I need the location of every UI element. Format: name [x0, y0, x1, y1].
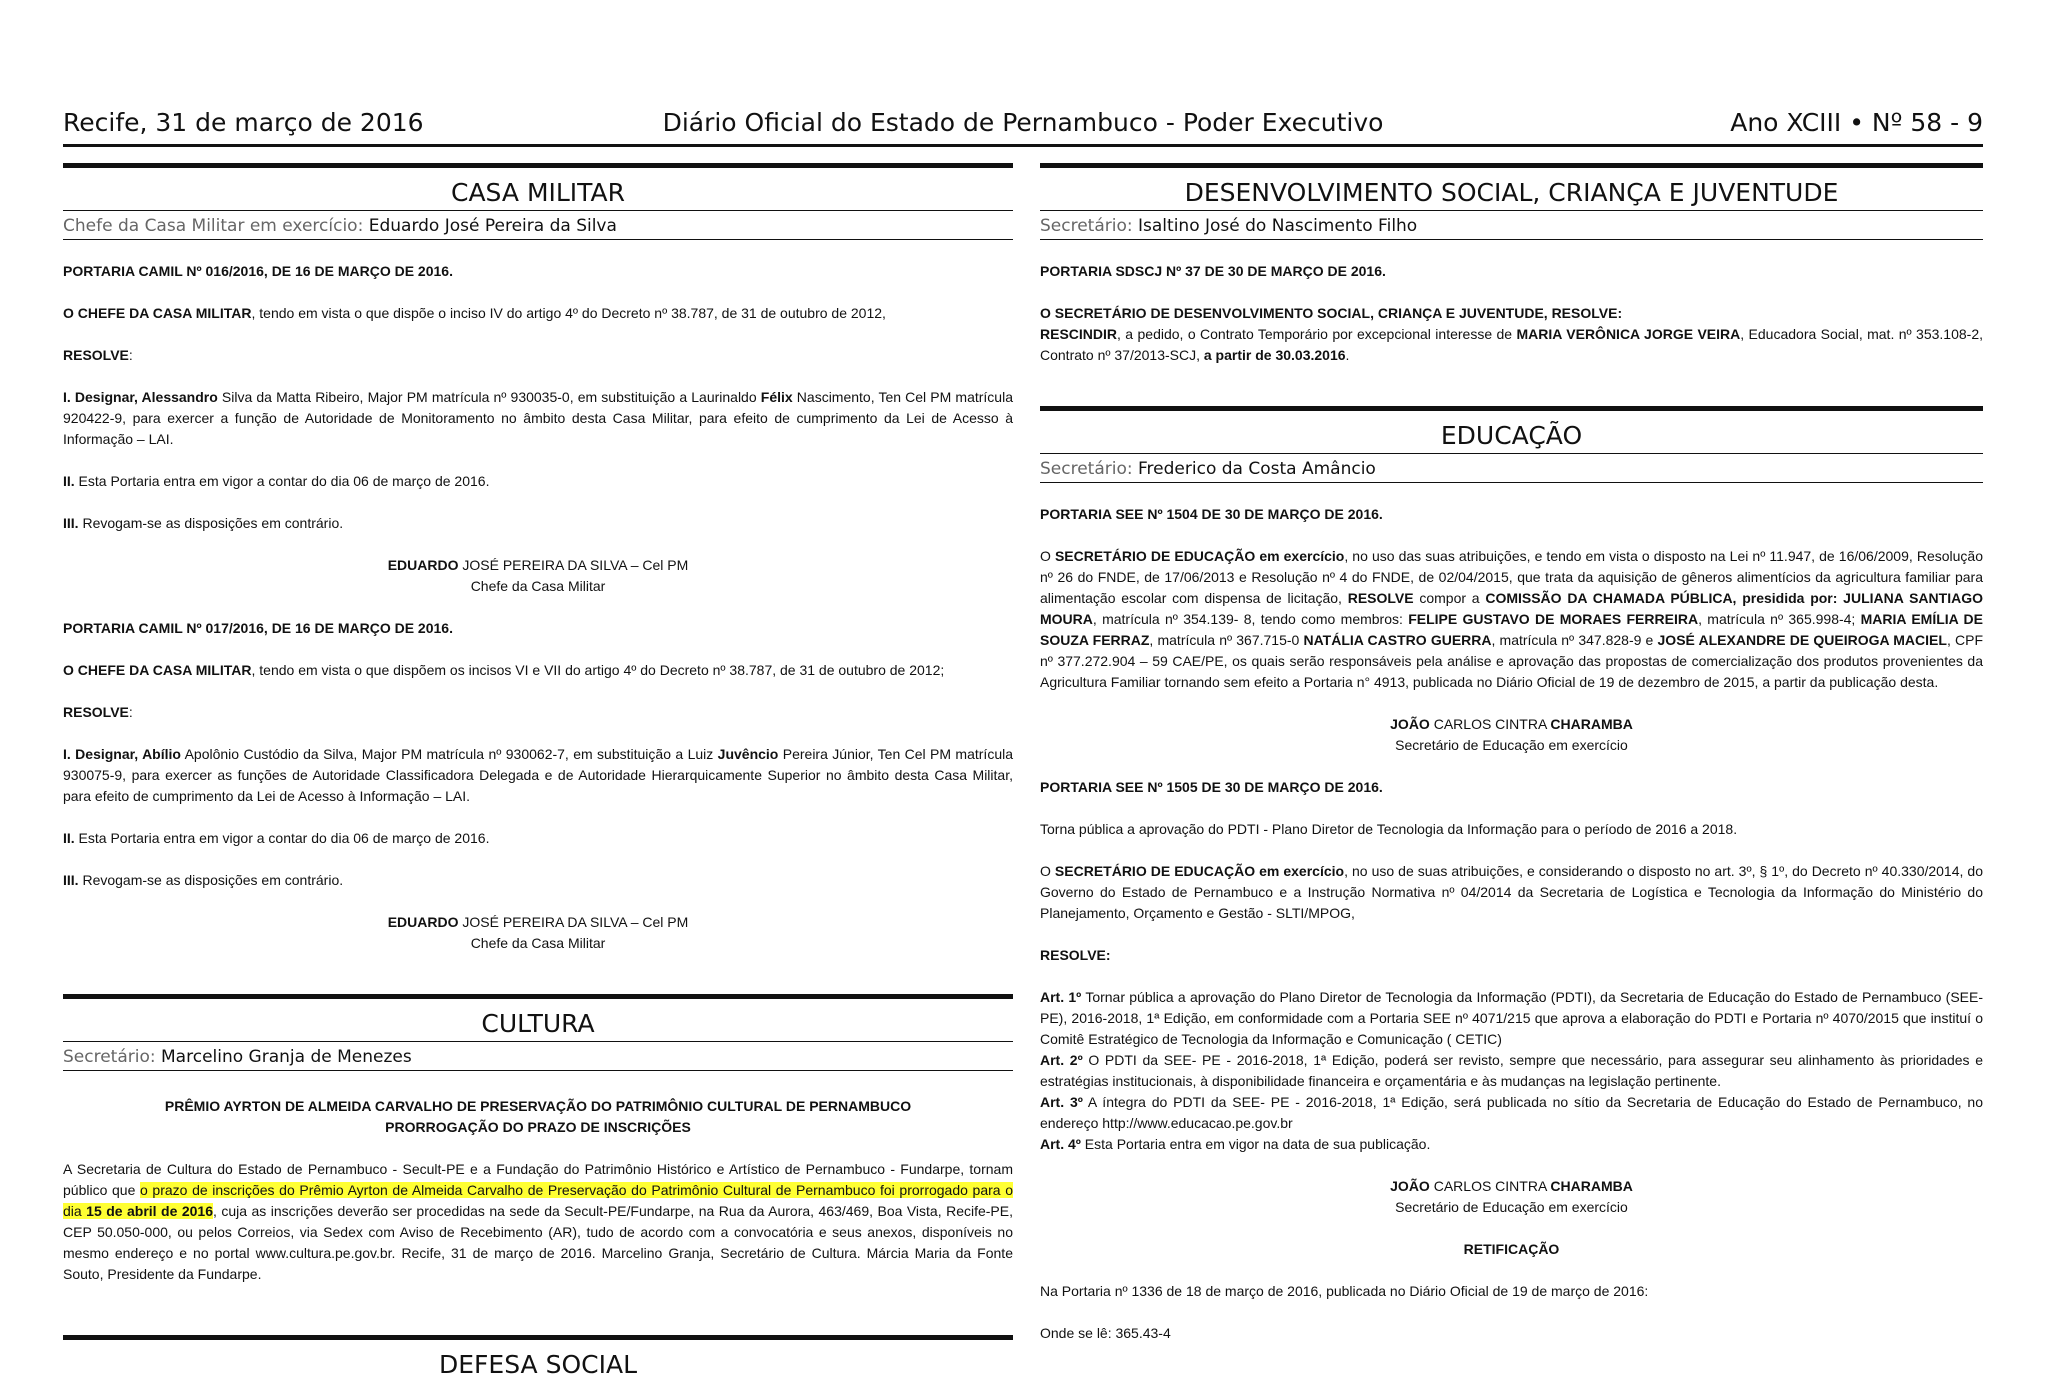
page-header [63, 108, 1983, 147]
body-text: , matrícula nº 365.998-4; [1698, 611, 1861, 627]
right-column [1040, 163, 1983, 1344]
signature-role: Secretário de Educação em exercício [1395, 737, 1628, 753]
official-name: Marcelino Granja de Menezes [161, 1047, 412, 1067]
article-label: Art. 4º [1040, 1136, 1081, 1152]
desenvolvimento-body [1040, 261, 1983, 366]
official-name: Frederico da Costa Amâncio [1138, 459, 1376, 479]
resolve-label: RESOLVE [63, 347, 129, 363]
section-title-desenvolvimento-social: DESENVOLVIMENTO SOCIAL, CRIANÇA E JUVENTUDE [1040, 168, 1983, 211]
item-bold: I. Designar, Abílio [63, 746, 181, 762]
article-label: Art. 1º [1040, 989, 1082, 1005]
item-text: Apolônio Custódio da Silva, Major PM matrícula nº 930062-7, em substituição a Luiz [180, 746, 718, 762]
item-bold: Félix [760, 389, 793, 405]
official-line [63, 211, 1013, 240]
notice-heading: PRÊMIO AYRTON DE ALMEIDA CARVALHO DE PRESERVAÇÃO DO PATRIMÔNIO CULTURAL DE PERNAMBUCO [164, 1098, 912, 1114]
signature-role: Chefe da Casa Militar [470, 935, 606, 951]
body-text: , CPF nº 377.272.904 – 59 CAE/PE, os quais serão responsáveis pela análise e aprovação das propostas de comercialização dos produtos provenientes da Agricultura Familiar tornando sem efeito a Portaria n° 4913, publicada no Diário Oficial de 19 de dezembro de 2015, a partir da publicação desta. [1040, 632, 1983, 690]
signature-bold: JOÃO [1390, 716, 1430, 732]
item-text: Revogam-se as disposições em contrário. [78, 872, 344, 888]
section-title-educacao: EDUCAÇÃO [1040, 411, 1983, 454]
official-role: Secretário: [1040, 459, 1133, 479]
highlighted-text: o prazo de inscrições do Prêmio Ayrton de Almeida Carvalho de Preservação do Patrimônio Cultural de Pernambuco foi prorrogado para o dia [63, 1182, 1013, 1219]
portaria-title: PORTARIA SDSCJ Nº 37 DE 30 DE MARÇO DE 2016. [1040, 263, 1386, 279]
resolve-label: RESOLVE: [1040, 947, 1111, 963]
portaria-title: PORTARIA SEE Nº 1504 DE 30 DE MARÇO DE 2016. [1040, 506, 1383, 522]
cultura-body [63, 1096, 1013, 1285]
section-title-defesa-social: DEFESA SOCIAL [438, 1350, 637, 1379]
portaria-title: PORTARIA SEE Nº 1505 DE 30 DE MARÇO DE 2016. [1040, 779, 1383, 795]
item-bold: II. [63, 473, 75, 489]
official-name: Eduardo José Pereira da Silva [368, 216, 617, 236]
signature-text: CARLOS CINTRA [1429, 716, 1551, 732]
colon: : [128, 347, 133, 363]
body-text: , no uso das suas atribuições, e tendo em vista o disposto na Lei nº 11.947, de 16/06/2009, Resolução nº 26 do FNDE, de 17/06/2013 e Resolução nº 4 do FNDE, de 02/04/2015, que trata da aquisição de gêneros alimentícios da agricultura familiar para alimentação escolar com dispensa de licitação, [1040, 548, 1983, 606]
signature-role: Chefe da Casa Militar [470, 578, 606, 594]
item-bold: II. [63, 830, 75, 846]
secretary-bold: SECRETÁRIO DE EDUCAÇÃO em exercício [1054, 863, 1345, 879]
item-text: Esta Portaria entra em vigor a contar do dia 06 de março de 2016. [74, 830, 490, 846]
person-name: JOSÉ ALEXANDRE DE QUEIROGA MACIEL [1657, 632, 1947, 648]
body-text: , Educadora Social, mat. nº 353.108-2, Contrato nº 37/2013-SCJ, [1040, 326, 1983, 363]
official-role: Chefe da Casa Militar em exercício: [63, 216, 364, 236]
resolve-bold: RESOLVE [1347, 590, 1414, 606]
item-text: Esta Portaria entra em vigor a contar do dia 06 de março de 2016. [74, 473, 490, 489]
body-text: Torna pública a aprovação do PDTI - Plano Diretor de Tecnologia da Informação para o período de 2016 a 2018. [1040, 821, 1738, 837]
header-edition: Ano XCIII • Nº 58 - 9 [1730, 108, 1983, 137]
educacao-body [1040, 504, 1983, 1344]
portaria-title: PORTARIA CAMIL Nº 017/2016, DE 16 DE MARÇO DE 2016. [63, 620, 453, 636]
signature-text: JOSÉ PEREIRA DA SILVA – Cel PM [458, 914, 689, 930]
notice-text: , cuja as inscrições deverão ser procedidas na sede da Secult-PE/Fundarpe, na Rua da Aurora, 463/469, Boa Vista, Recife-PE, CEP 50.050-000, ou pelos Correios, via Sedex com Aviso de Recebimento (AR), tudo de acordo com a convocatória e seus anexos, disponíveis no mesmo endereço e no portal www.cultura.pe.gov.br. Recife, 31 de março de 2016. Marcelino Granja, Secretário de Cultura. Márcia Maria da Fonte Souto, Presidente da Fundarpe. [63, 1203, 1013, 1282]
article-label: Art. 3º [1040, 1094, 1083, 1110]
item-bold: III. [63, 515, 79, 531]
article-text: A íntegra do PDTI da SEE- PE - 2016-2018, 1ª Edição, será publicada no sítio da Secretaria de Educação do Estado de Pernambuco, no endereço http://www.educacao.pe.gov.br [1040, 1094, 1983, 1131]
item-text: Pereira Júnior, Ten Cel PM matrícula 930075-9, para exercer as funções de Autoridade Classificadora Delegada e de Autoridade Hierarquicamente Superior no âmbito desta Casa Militar, para efeito de cumprimento da Lei de Acesso à Informação – LAI. [63, 746, 1014, 804]
person-name: MARIA VERÔNICA JORGE VEIRA [1516, 326, 1741, 342]
portaria-title: PORTARIA CAMIL Nº 016/2016, DE 16 DE MARÇO DE 2016. [63, 263, 453, 279]
signature-bold: EDUARDO [387, 914, 459, 930]
body-text: , matrícula nº 367.715-0 [1149, 632, 1304, 648]
article-text: Esta Portaria entra em vigor na data de sua publicação. [1080, 1136, 1431, 1152]
official-line [1040, 454, 1983, 483]
article-text: O PDTI da SEE- PE - 2016-2018, 1ª Edição, poderá ser revisto, sempre que necessário, para assegurar seu alinhamento às prioridades e estratégias institucionais, à disponibilidade financeira e orçamentária e às mudanças na legislação pertinente. [1040, 1052, 1983, 1089]
item-text: Revogam-se as disposições em contrário. [78, 515, 344, 531]
date-bold: a partir de 30.03.2016 [1203, 347, 1346, 363]
article-label: Art. 2º [1040, 1052, 1083, 1068]
person-name: MARIA EMÍLIA DE SOUZA FERRAZ [1040, 611, 1983, 648]
signature-bold: CHARAMBA [1550, 716, 1633, 732]
body-text: O [1040, 863, 1055, 879]
section-title-casa-militar: CASA MILITAR [63, 168, 1013, 211]
body-text: , no uso de suas atribuições, e considerando o disposto no art. 3º, § 1º, do Decreto nº 40.330/2014, do Governo do Estado de Pernambuco e a Instrução Normativa nº 04/2014 da Secretaria de Logística e Tecnologia da Informação do Ministério do Planejamento, Orçamento e Gestão - SLTI/MPOG, [1040, 863, 1983, 921]
intro-bold: O CHEFE DA CASA MILITAR [63, 662, 252, 678]
intro-bold: O SECRETÁRIO DE DESENVOLVIMENTO SOCIAL, CRIANÇA E JUVENTUDE, RESOLVE: [1040, 305, 1623, 321]
signature-text: JOSÉ PEREIRA DA SILVA – Cel PM [458, 557, 689, 573]
item-bold: I. Designar, Alessandro [63, 389, 218, 405]
official-role: Secretário: [1040, 216, 1133, 236]
body-text: , matrícula nº 347.828-9 e [1491, 632, 1658, 648]
header-publication-title: Diário Oficial do Estado de Pernambuco - Poder Executivo [662, 108, 1384, 137]
official-role: Secretário: [63, 1047, 156, 1067]
secretary-bold: SECRETÁRIO DE EDUCAÇÃO em exercício [1054, 548, 1345, 564]
highlighted-date: 15 de abril de 2016 [86, 1203, 213, 1219]
casa-militar-body [63, 261, 1013, 954]
item-bold: III. [63, 872, 79, 888]
header-date: Recife, 31 de março de 2016 [63, 108, 424, 137]
left-column [63, 163, 1013, 1382]
official-line [63, 1042, 1013, 1071]
item-text: Nascimento, Ten Cel PM matrícula 920422-9, para exercer a função de Autoridade de Monitoramento no âmbito desta Casa Militar, para efeito de cumprimento da Lei de Acesso à Informação – LAI. [63, 389, 1013, 447]
colon: : [128, 704, 133, 720]
retificacao-heading: RETIFICAÇÃO [1463, 1241, 1560, 1257]
signature-text: CARLOS CINTRA [1429, 1178, 1551, 1194]
person-name: NATÁLIA CASTRO GUERRA [1303, 632, 1492, 648]
notice-text: A Secretaria de Cultura do Estado de Pernambuco - Secult-PE e a Fundação do Patrimônio Histórico e Artístico de Pernambuco - Fundarpe, tornam público que [63, 1161, 1013, 1198]
rescindir-bold: RESCINDIR [1040, 326, 1118, 342]
section-title-cultura: CULTURA [63, 999, 1013, 1042]
notice-subheading: PRORROGAÇÃO DO PRAZO DE INSCRIÇÕES [385, 1119, 691, 1135]
signature-bold: CHARAMBA [1550, 1178, 1633, 1194]
period: . [1345, 347, 1350, 363]
body-text: O [1040, 548, 1055, 564]
official-line [1040, 211, 1983, 240]
resolve-label: RESOLVE [63, 704, 129, 720]
official-name: Isaltino José do Nascimento Filho [1138, 216, 1418, 236]
item-bold: Juvêncio [717, 746, 779, 762]
item-text: Silva da Matta Ribeiro, Major PM matrícula nº 930035-0, em substituição a Laurinaldo [217, 389, 761, 405]
article-text: Tornar pública a aprovação do Plano Diretor de Tecnologia da Informação (PDTI), da Secretaria de Educação do Estado de Pernambuco (SEE-PE), 2016-2018, 1ª Edição, em conformidade com a Portaria SEE nº 4071/215 que aprova a elaboração do PDTI e Portaria nº 4070/2015 que instituí o Comitê Estratégico de Tecnologia da Informação e Comunicação ( CETIC) [1040, 989, 1983, 1047]
person-name: FELIPE GUSTAVO DE MORAES FERREIRA [1408, 611, 1699, 627]
signature-role: Secretário de Educação em exercício [1395, 1199, 1628, 1215]
body-text: Na Portaria nº 1336 de 18 de março de 2016, publicada no Diário Oficial de 19 de março de 2016: [1040, 1283, 1649, 1299]
body-text: compor a [1413, 590, 1486, 606]
intro-bold: O CHEFE DA CASA MILITAR [63, 305, 252, 321]
intro-text: , tendo em vista o que dispõem os incisos VI e VII do artigo 4º do Decreto nº 38.787, de 31 de outubro de 2012; [251, 662, 945, 678]
signature-bold: EDUARDO [387, 557, 459, 573]
body-text: Onde se lê: 365.43-4 [1040, 1325, 1171, 1341]
signature-bold: JOÃO [1390, 1178, 1430, 1194]
body-text: , matrícula nº 354.139- 8, tendo como membros: [1092, 611, 1409, 627]
intro-text: , tendo em vista o que dispõe o inciso IV do artigo 4º do Decreto nº 38.787, de 31 de outubro de 2012, [251, 305, 886, 321]
body-text: , a pedido, o Contrato Temporário por excepcional interesse de [1117, 326, 1517, 342]
commission-bold: COMISSÃO DA CHAMADA PÚBLICA, presidida por: JULIANA SANTIAGO MOURA [1040, 590, 1983, 627]
